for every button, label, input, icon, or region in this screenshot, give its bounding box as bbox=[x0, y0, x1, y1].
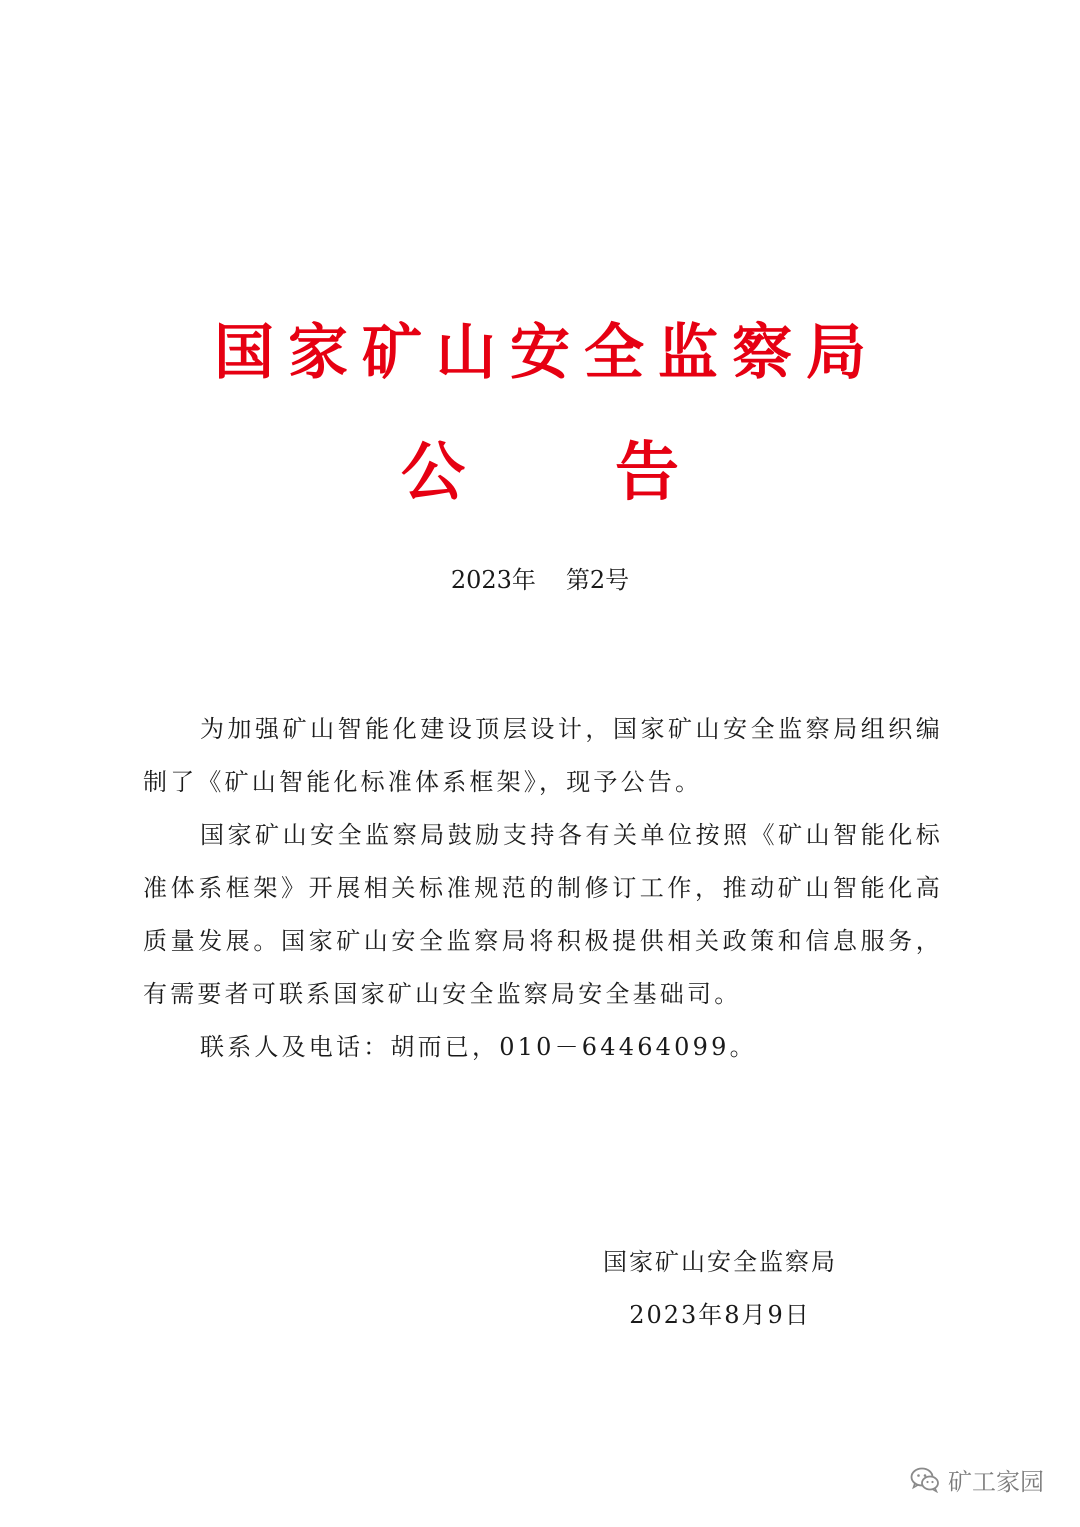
document-number-year: 2023年 bbox=[450, 566, 536, 594]
watermark bbox=[910, 1462, 1044, 1497]
document-type-char: 公 bbox=[401, 435, 465, 510]
contact-paragraph: 联系人及电话：胡而已，010－64464099。 bbox=[200, 1033, 757, 1061]
body-paragraph: 国家矿山安全监察局鼓励支持各有关单位按照《矿山智能化标准体系框架》开展相关标准规范的制修订工作，推动矿山智能化高质量发展。国家矿山安全监察局将积极提供相关政策和信息服务，有需要者可联系国家矿山安全监察局安全基础司。 bbox=[143, 821, 943, 1008]
watermark-label: 矿工家园 bbox=[948, 1468, 1044, 1496]
agency-title: 国家矿山安全监察局 bbox=[214, 318, 880, 388]
announcement-body bbox=[143, 703, 943, 1074]
document-type-heading bbox=[0, 436, 1080, 510]
wechat-icon bbox=[910, 1467, 940, 1493]
document-number-no: 第2号 bbox=[565, 566, 630, 594]
document-type-char: 告 bbox=[615, 435, 679, 510]
issue-date: 2023年8月9日 bbox=[629, 1301, 811, 1329]
signature-block bbox=[560, 1236, 880, 1342]
issuer-name: 国家矿山安全监察局 bbox=[603, 1248, 837, 1276]
document-number bbox=[0, 562, 1080, 598]
body-paragraph: 为加强矿山智能化建设顶层设计，国家矿山安全监察局组织编制了《矿山智能化标准体系框架》，现予公告。 bbox=[143, 715, 943, 796]
